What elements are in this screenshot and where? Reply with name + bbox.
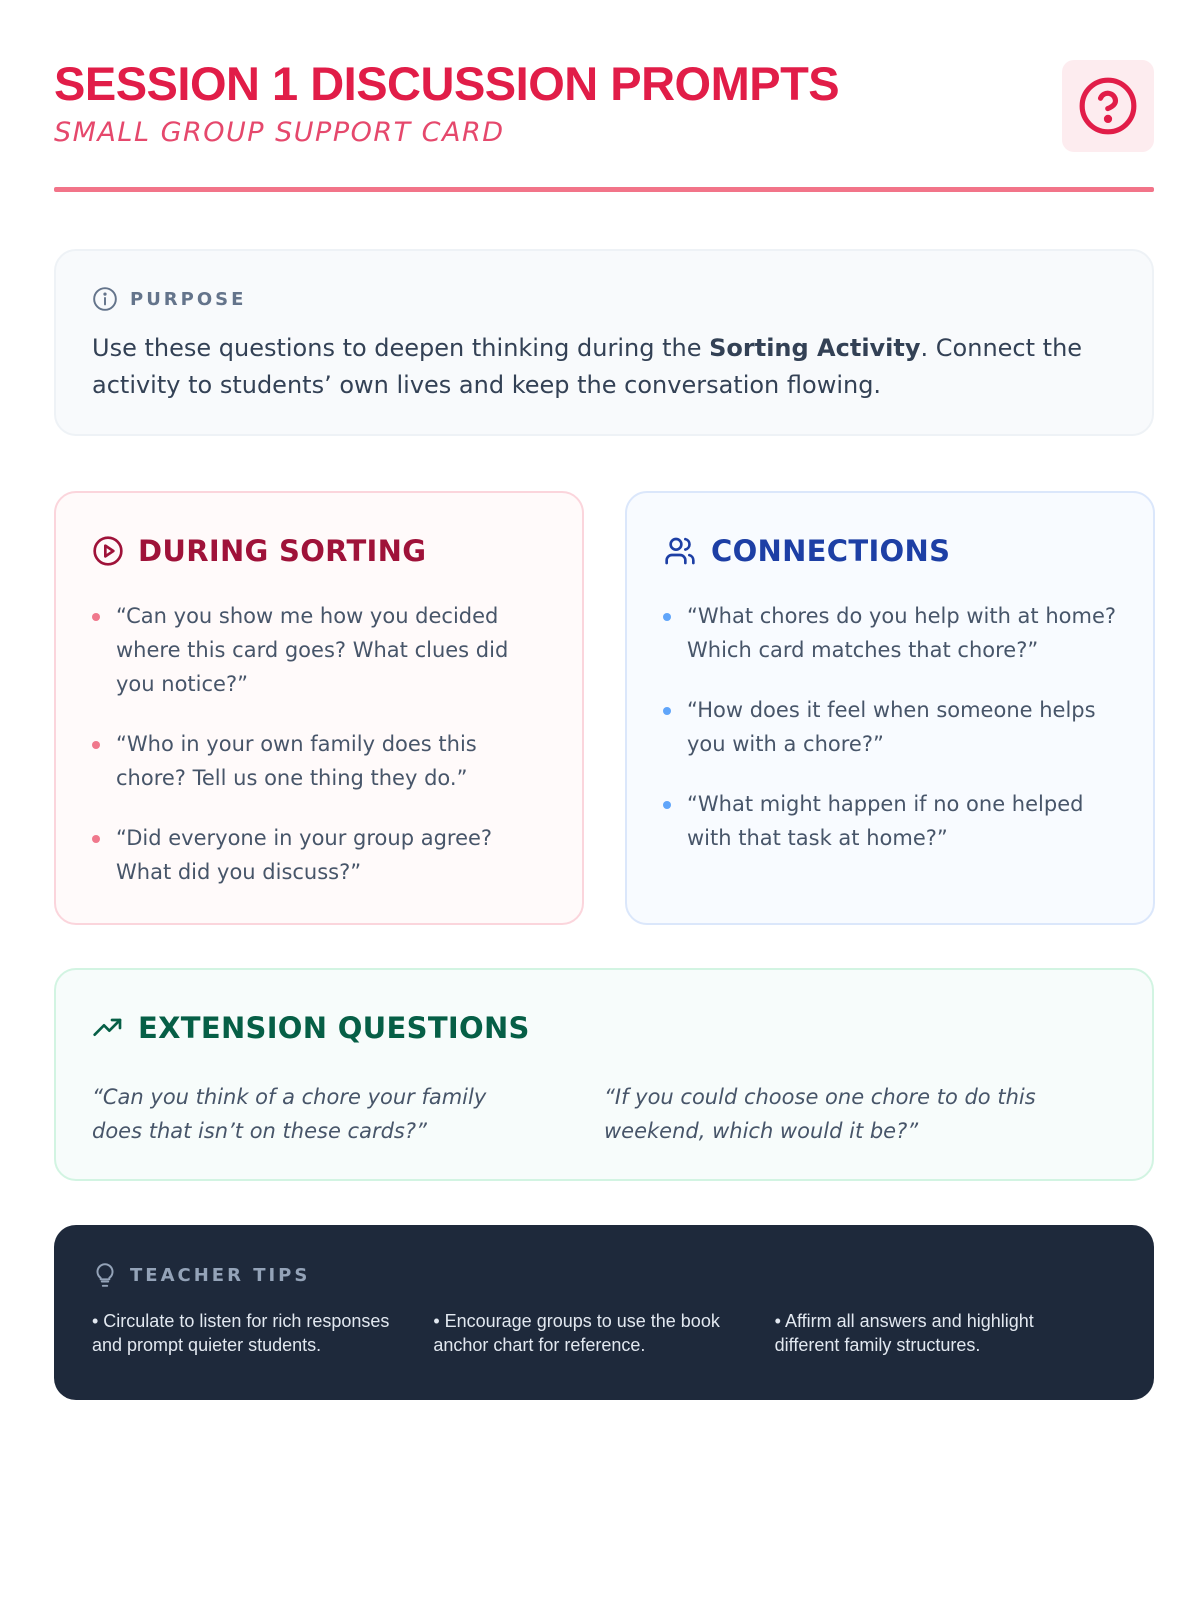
- teacher-tip: • Encourage groups to use the book anchor chart for reference.: [433, 1311, 720, 1355]
- teacher-tips-label: TEACHER TIPS: [130, 1264, 311, 1286]
- bullet-dot: [663, 613, 671, 621]
- info-icon: [92, 286, 118, 312]
- purpose-text-start: Use these questions to deepen thinking during the: [92, 334, 710, 362]
- bullet-dot: [663, 801, 671, 809]
- during-sorting-title: DURING SORTING: [138, 534, 427, 568]
- during-sorting-list: [92, 599, 546, 889]
- prompt-text: “What chores do you help with at home? Which card matches that chore?”: [687, 604, 1117, 662]
- prompt-text: “How does it feel when someone helps you with a chore?”: [687, 698, 1096, 756]
- prompt-text: “Who in your own family does this chore? Tell us one thing they do.”: [116, 732, 477, 790]
- teacher-tip: • Affirm all answers and highlight different family structures.: [774, 1311, 1034, 1355]
- list-item: [663, 787, 1117, 855]
- list-item: [92, 727, 546, 795]
- bullet-dot: [92, 613, 100, 621]
- purpose-text-bold: Sorting Activity: [709, 334, 921, 362]
- bullet-dot: [92, 741, 100, 749]
- prompt-text: “What might happen if no one helped with that task at home?”: [687, 792, 1084, 850]
- purpose-text: [92, 330, 1092, 404]
- during-sorting-card: [54, 491, 584, 925]
- list-item: [92, 599, 546, 701]
- question-circle-icon: [1077, 75, 1139, 137]
- extension-question: “If you could choose one chore to do this weekend, which would it be?”: [604, 1085, 1036, 1143]
- page-subtitle: SMALL GROUP SUPPORT CARD: [54, 117, 505, 148]
- purpose-card: [54, 249, 1154, 436]
- trending-up-icon: [92, 1012, 124, 1044]
- extension-title: EXTENSION QUESTIONS: [138, 1011, 530, 1045]
- header: [54, 56, 1154, 196]
- connections-list: [663, 599, 1117, 855]
- extension-question: “Can you think of a chore your family does that isn’t on these cards?”: [92, 1085, 487, 1143]
- purpose-text-end: . Connect the activity to students’ own lives and keep the conversation flowing.: [92, 334, 1083, 399]
- prompt-text: “Can you show me how you decided where this card goes? What clues did you notice?”: [116, 604, 509, 696]
- play-circle-icon: [92, 535, 124, 567]
- list-item: [92, 821, 546, 889]
- list-item: [663, 693, 1117, 761]
- extension-card: [54, 968, 1154, 1181]
- connections-card: [625, 491, 1155, 925]
- bullet-dot: [92, 835, 100, 843]
- help-button[interactable]: [1062, 60, 1154, 152]
- teacher-tips-card: [54, 1225, 1154, 1400]
- header-divider: [54, 187, 1154, 192]
- bullet-dot: [663, 707, 671, 715]
- list-item: [663, 599, 1117, 667]
- users-icon: [663, 535, 697, 567]
- teacher-tip: • Circulate to listen for rich responses and prompt quieter students.: [92, 1311, 390, 1355]
- prompt-text: “Did everyone in your group agree? What did you discuss?”: [116, 826, 493, 884]
- connections-title: CONNECTIONS: [711, 534, 951, 568]
- lightbulb-icon: [92, 1261, 118, 1289]
- purpose-label: PURPOSE: [130, 288, 247, 310]
- page-title: SESSION 1 DISCUSSION PROMPTS: [54, 57, 840, 110]
